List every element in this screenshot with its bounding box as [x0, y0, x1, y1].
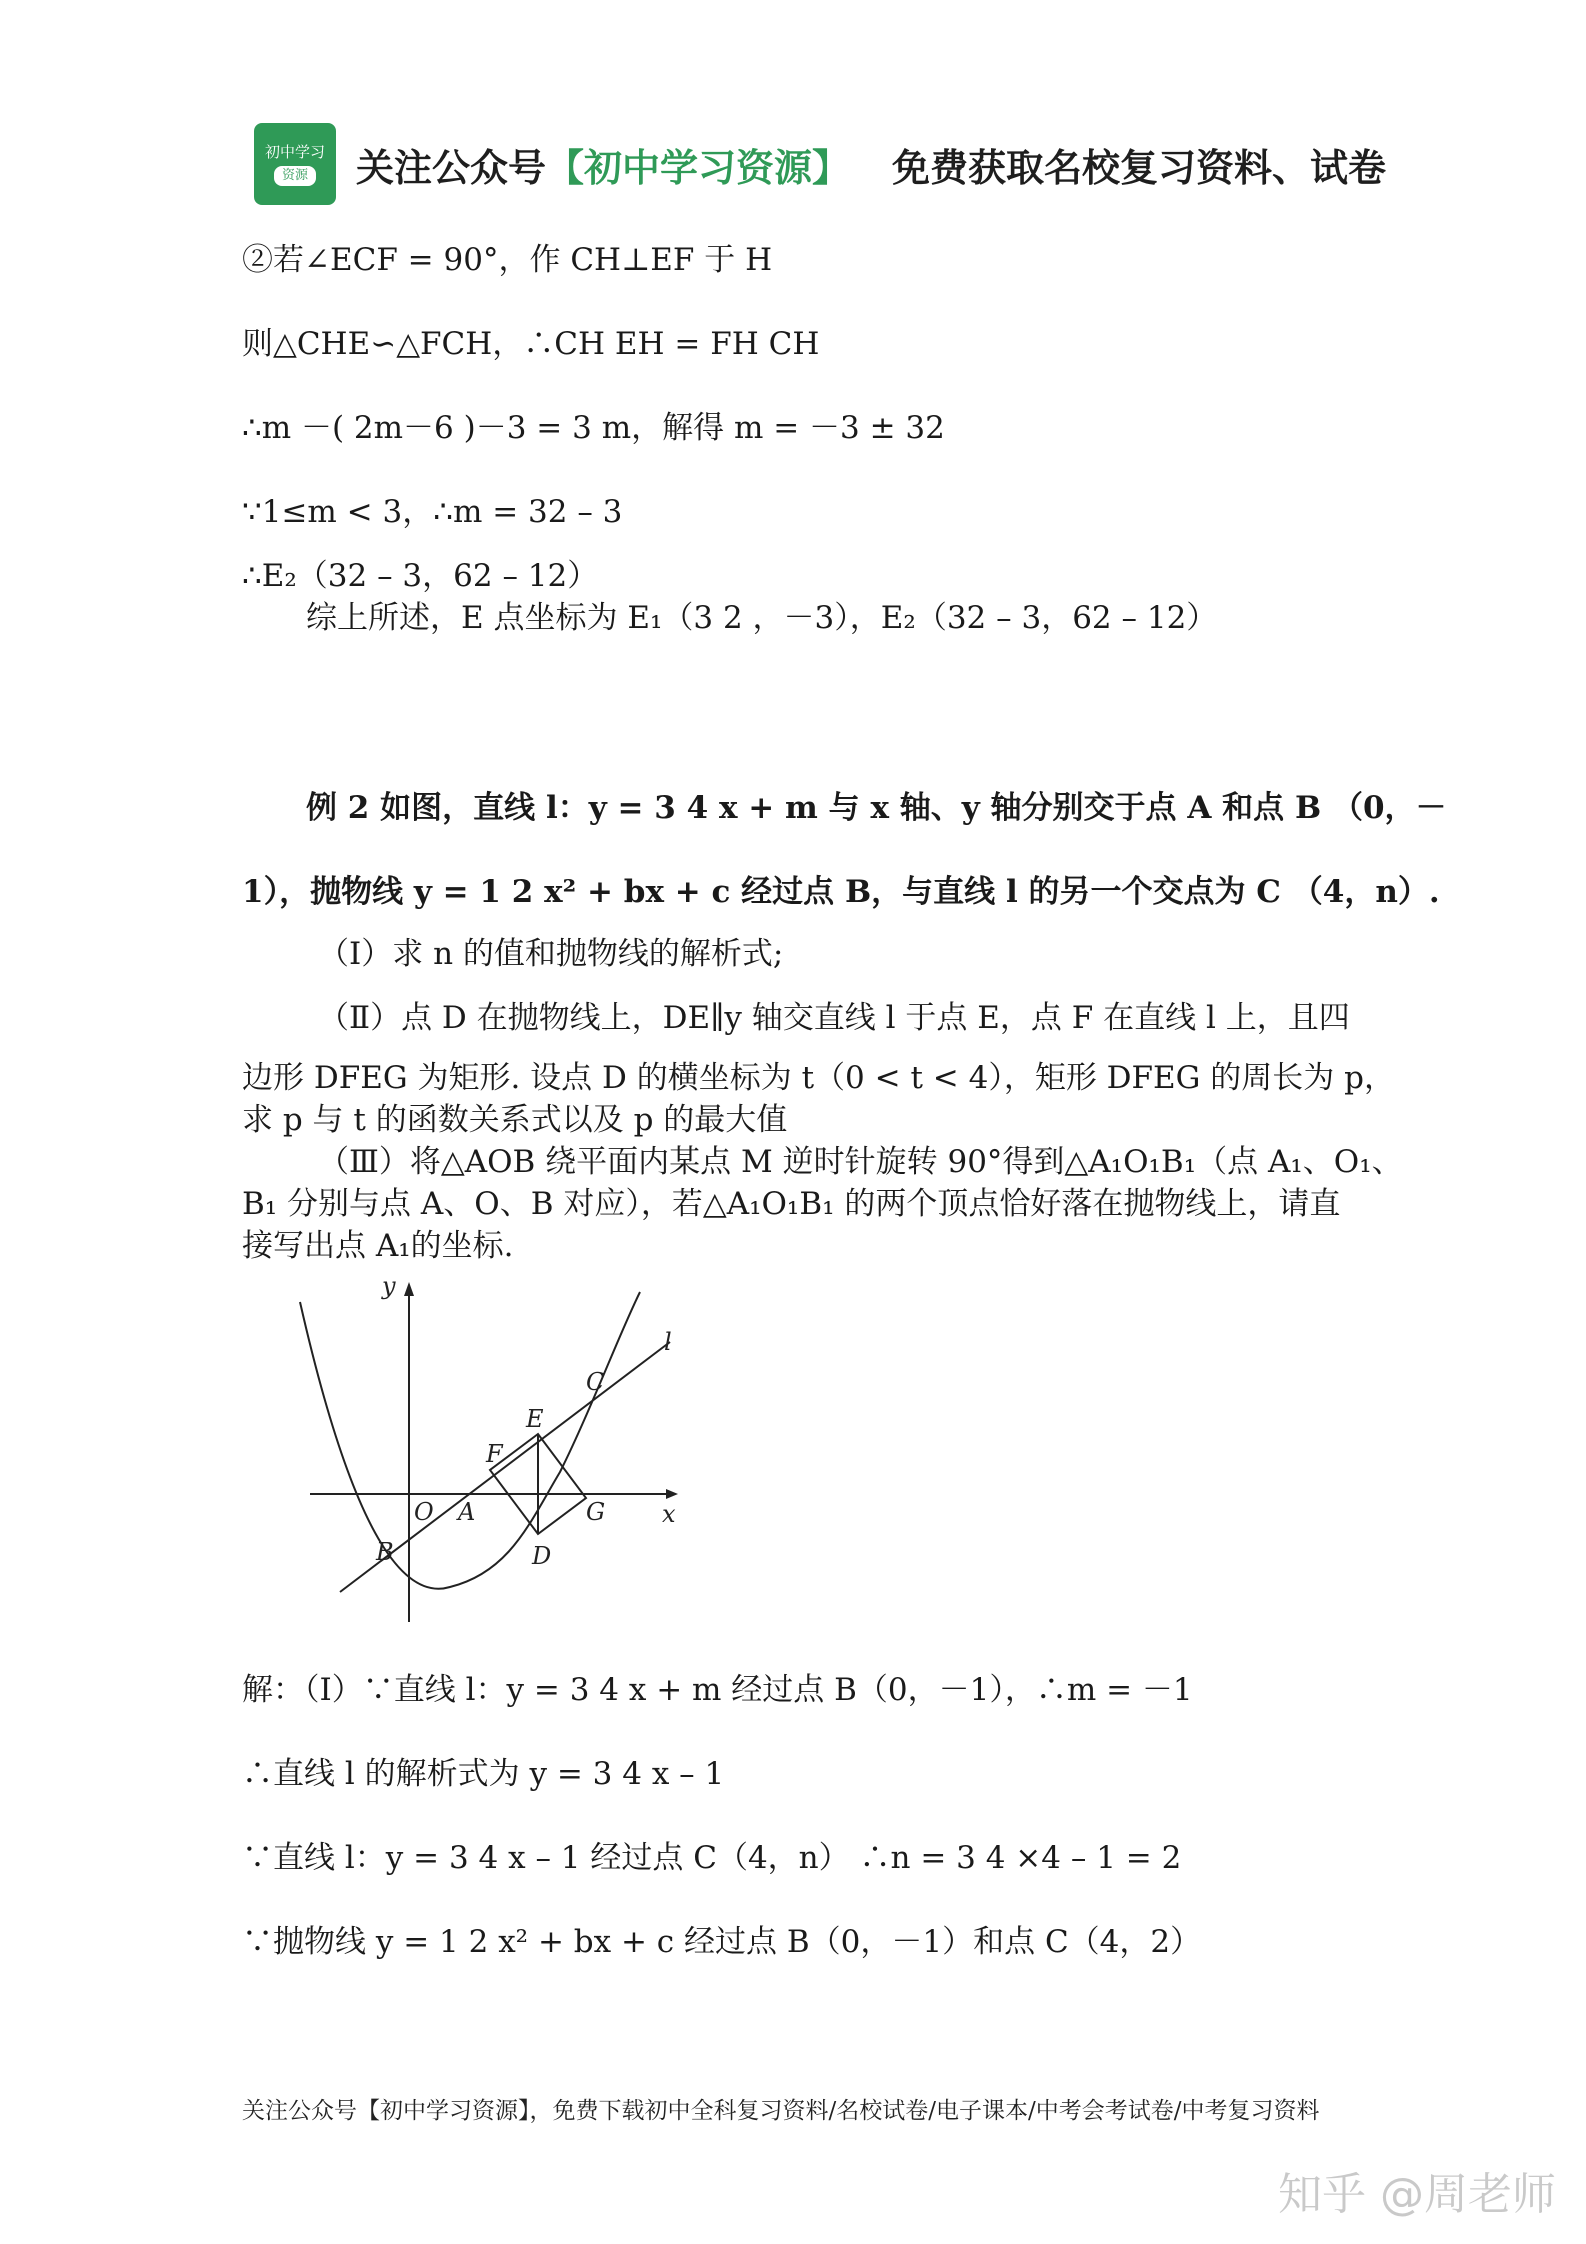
solution-line-1: 解：（Ⅰ）∵直线 l：y = 3 4 x + m 经过点 B（0，－1），∴m = －1 — [242, 1672, 1193, 1708]
logo — [254, 123, 336, 205]
header-text-green: 【初中学习资源】 — [546, 145, 851, 190]
header-text — [356, 137, 1386, 192]
logo-line2: 资源 — [274, 166, 316, 186]
parabola-figure — [290, 1272, 690, 1632]
example-line-2: 1），抛物线 y = 1 2 x² + bx + c 经过点 B，与直线 l 的另一个交点为 C （4，n）. — [242, 874, 1440, 910]
question-3-line-1: （Ⅲ）将△AOB 绕平面内某点 M 逆时针旋转 90°得到△A₁O₁B₁（点 A₁、O₁、 — [318, 1144, 1403, 1180]
label-a: A — [458, 1498, 476, 1526]
text-line-1: ②若∠ECF = 90°，作 CH⊥EF 于 H — [242, 242, 773, 278]
x-axis-arrow — [666, 1489, 678, 1499]
header-text-left: 关注公众号 — [356, 145, 547, 190]
solution-line-2: ∴直线 l 的解析式为 y = 3 4 x – 1 — [242, 1756, 725, 1792]
label-e: E — [526, 1405, 544, 1433]
solution-line-3: ∵直线 l：y = 3 4 x – 1 经过点 C（4，n） ∴n = 3 4 ×4 – 1 = 2 — [242, 1840, 1182, 1876]
solution-line-4: ∵抛物线 y = 1 2 x² + bx + c 经过点 B（0，－1）和点 C（4，2） — [242, 1924, 1202, 1960]
label-x: x — [662, 1500, 676, 1528]
page-header — [254, 120, 1386, 208]
label-f: F — [486, 1440, 503, 1468]
label-g: G — [586, 1498, 606, 1526]
label-y: y — [382, 1272, 396, 1300]
question-2-line-1: （Ⅱ）点 D 在抛物线上，DE∥y 轴交直线 l 于点 E，点 F 在直线 l 上，且四 — [318, 1000, 1350, 1036]
logo-line1: 初中学习 — [264, 143, 325, 161]
y-axis-arrow — [404, 1282, 414, 1296]
label-c: C — [586, 1368, 605, 1396]
watermark: 知乎 @周老师 — [1278, 2169, 1556, 2220]
header-text-right: 免费获取名校复习资料、试卷 — [892, 145, 1387, 190]
text-line-5: ∴E₂（32 – 3，62 – 12） — [242, 558, 599, 594]
example-line-1: 例 2 如图，直线 l：y = 3 4 x + m 与 x 轴、y 轴分别交于点 A 和点 B （0，－ — [306, 790, 1447, 826]
label-l: l — [664, 1328, 672, 1356]
question-2-line-2: 边形 DFEG 为矩形. 设点 D 的横坐标为 t（0 < t < 4），矩形 DFEG 的周长为 p， — [242, 1060, 1395, 1096]
text-line-3: ∴m －( 2m－6 )－3 = 3 m，解得 m = －3 ± 32 — [242, 410, 945, 446]
question-2-line-3: 求 p 与 t 的函数关系式以及 p 的最大值 — [242, 1102, 788, 1138]
page-footer: 关注公众号【初中学习资源】，免费下载初中全科复习资料/名校试卷/电子课本/中考会考试卷/中考复习资料 — [242, 2098, 1320, 2124]
label-b: B — [376, 1538, 394, 1566]
text-line-6: 综上所述，E 点坐标为 E₁（3 2 ，－3），E₂（32 – 3，62 – 12） — [306, 600, 1218, 636]
question-1: （Ⅰ）求 n 的值和抛物线的解析式; — [318, 936, 784, 972]
label-o: O — [414, 1498, 434, 1526]
question-3-line-3: 接写出点 A₁的坐标. — [242, 1228, 514, 1264]
text-line-2: 则△CHE∽△FCH，∴CH EH = FH CH — [242, 326, 820, 362]
label-d: D — [532, 1542, 552, 1570]
text-line-4: ∵1≤m < 3，∴m = 32 – 3 — [242, 494, 623, 530]
parabola-curve — [300, 1292, 640, 1589]
question-3-line-2: B₁ 分别与点 A、O、B 对应），若△A₁O₁B₁ 的两个顶点恰好落在抛物线上，请直 — [242, 1186, 1341, 1222]
